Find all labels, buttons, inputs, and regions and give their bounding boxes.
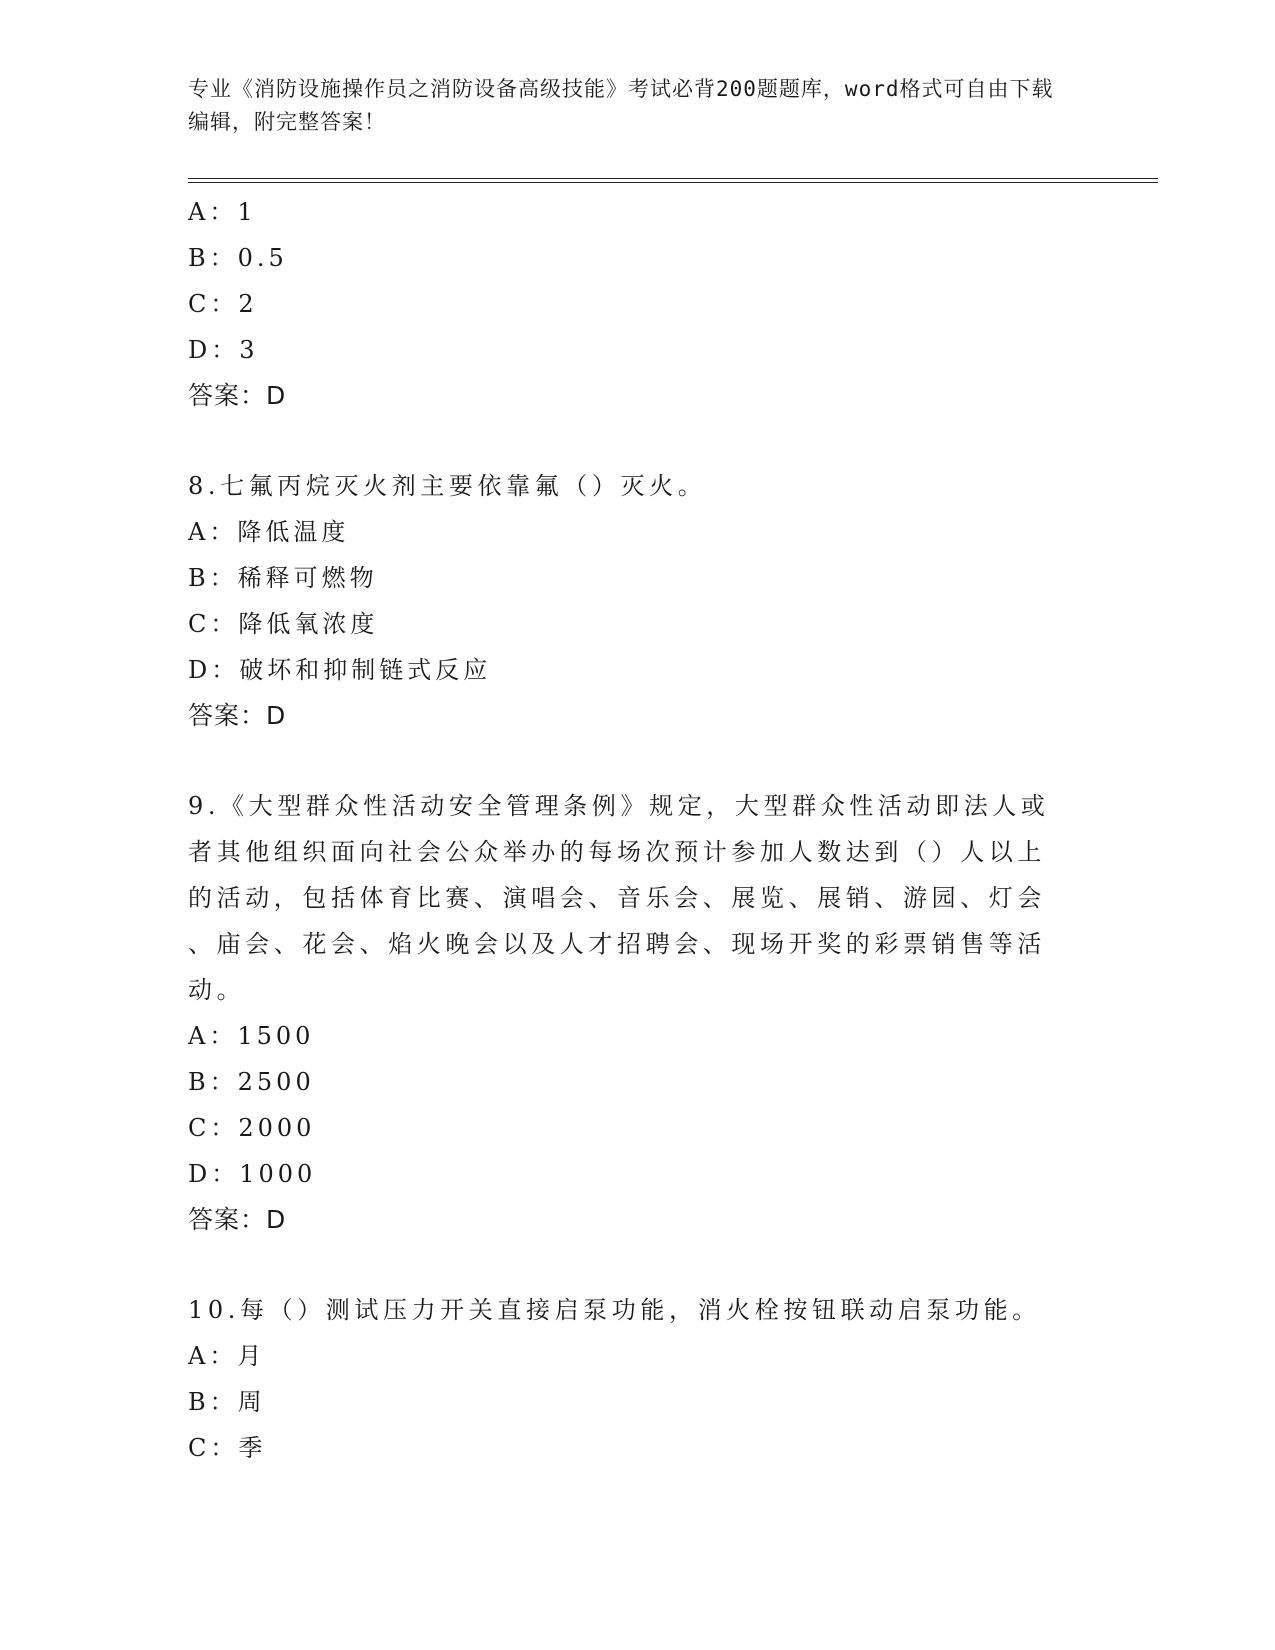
question-list (188, 189, 1068, 1471)
question-text-line: 9.《大型群众性活动安全管理条例》规定，大型群众性活动即法人或 (188, 792, 1050, 820)
option-c: C：季 (188, 1434, 267, 1462)
header-title: 专业《消防设施操作员之消防设备高级技能》考试必背200题题库，word格式可自由下载编辑，附完整答案！ (188, 77, 1054, 134)
option-a: A：1 (188, 198, 257, 226)
option-d: D：1000 (188, 1160, 317, 1188)
option-b: B：周 (188, 1388, 266, 1416)
answer-line: 答案：D (188, 701, 287, 730)
question-8 (188, 463, 1068, 739)
option-a: A：降低温度 (188, 518, 350, 546)
answer-line: 答案：D (188, 1205, 287, 1234)
option-d: D：3 (188, 336, 259, 364)
option-b: B：稀释可燃物 (188, 564, 378, 592)
option-a: A：月 (188, 1342, 266, 1370)
document-header (188, 73, 1068, 139)
answer-line: 答案：D (188, 381, 287, 410)
option-b: B：2500 (188, 1068, 315, 1096)
question-text-line: 动。 (188, 976, 246, 1004)
option-b: B：0.5 (188, 244, 288, 272)
question-text-line: 者其他组织面向社会公众举办的每场次预计参加人数达到（）人以上 (188, 838, 1046, 866)
question-7-continued (188, 189, 1068, 419)
option-a: A：1500 (188, 1022, 315, 1050)
option-c: C：降低氧浓度 (188, 610, 379, 638)
question-text-line: 的活动，包括体育比赛、演唱会、音乐会、展览、展销、游园、灯会 (188, 884, 1046, 912)
question-text: 8.七氟丙烷灭火剂主要依靠氟（）灭火。 (188, 472, 707, 500)
question-text-line: 、庙会、花会、焰火晚会以及人才招聘会、现场开奖的彩票销售等活 (188, 930, 1046, 958)
option-c: C：2000 (188, 1114, 316, 1142)
question-9 (188, 783, 1068, 1243)
option-c: C：2 (188, 290, 258, 318)
header-divider (188, 178, 1158, 183)
question-text: 10.每（）测试压力开关直接启泵功能，消火栓按钮联动启泵功能。 (188, 1296, 1041, 1324)
option-d: D：破坏和抑制链式反应 (188, 656, 492, 684)
question-10 (188, 1287, 1068, 1471)
